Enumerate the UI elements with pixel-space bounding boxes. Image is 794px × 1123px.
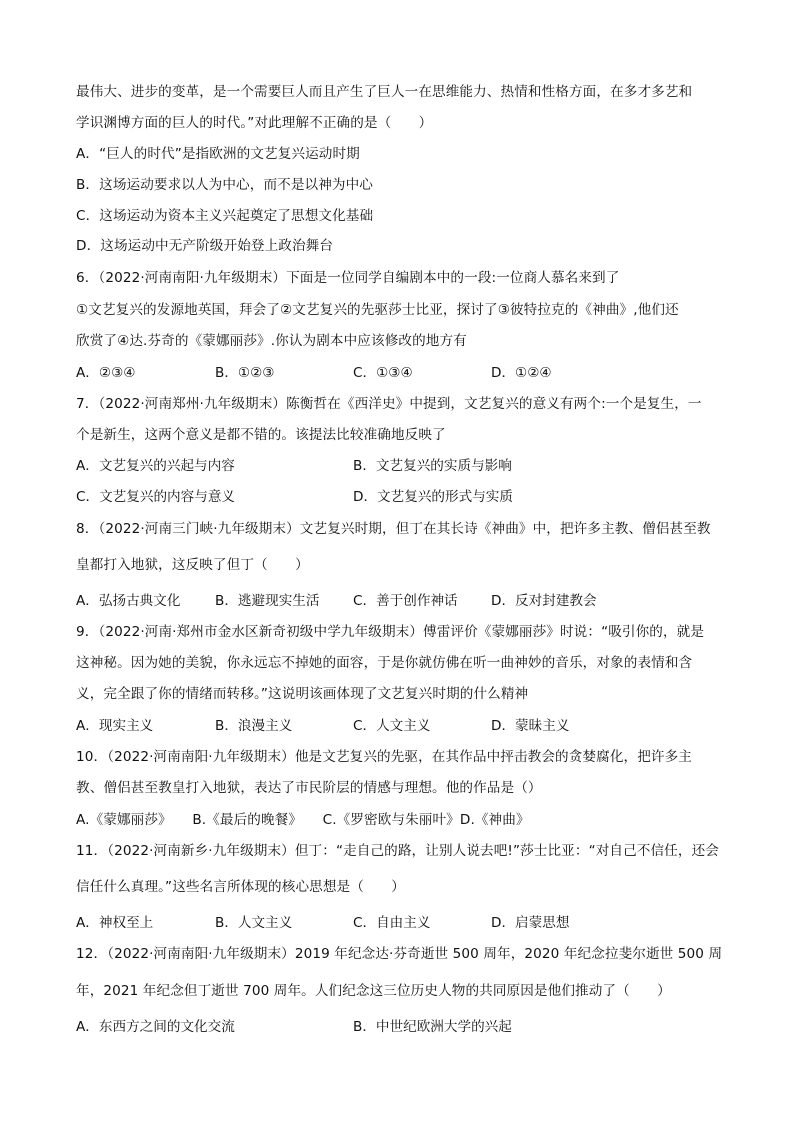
question-11-option-a[interactable]: A．神权至上 (76, 915, 154, 931)
question-7-option-b[interactable]: B．文艺复兴的实质与影响 (353, 458, 512, 474)
question-6-option-c[interactable]: C．①③④ (353, 365, 413, 381)
question-9-option-c[interactable]: C．人文主义 (353, 718, 431, 734)
question-8-stem: 皇都打入地狱，这反映了但丁（ ） (76, 557, 309, 573)
question-5-option-c[interactable]: C．这场运动为资本主义兴起奠定了思想文化基础 (76, 208, 374, 224)
question-11-stem: 信任什么真理。”这些名言所体现的核心思想是（ ） (76, 879, 405, 895)
question-5-option-b[interactable]: B．这场运动要求以人为中心，而不是以神为中心 (76, 177, 373, 193)
question-6-stem: 欣赏了④达.芬奇的《蒙娜丽莎》.你认为剧本中应该修改的地方有 (76, 333, 467, 349)
question-5-option-d[interactable]: D．这场运动中无产阶级开始登上政治舞台 (76, 238, 334, 254)
question-7-stem: 7．（2022·河南郑州·九年级期末）陈衡哲在《西洋史》中提到，文艺复兴的意义有两个:一个是复生，一 (76, 396, 702, 412)
question-11-option-c[interactable]: C．自由主义 (353, 915, 431, 931)
question-10-stem: 教、僧侣甚至教皇打入地狱，表达了市民阶层的情感与理想。他的作品是（） (76, 780, 542, 796)
question-6-stem: 6．（2022·河南南阳·九年级期末）下面是一位同学自编剧本中的一段:一位商人慕名来到了 (76, 270, 620, 286)
question-5-option-a[interactable]: A．“巨人的时代”是指欧洲的文艺复兴运动时期 (76, 146, 360, 162)
question-11-option-d[interactable]: D．启蒙思想 (491, 915, 570, 931)
question-6-option-a[interactable]: A．②③④ (76, 365, 136, 381)
question-9-stem: 这神秘。因为她的美貌，你永远忘不掉她的面容，于是你就仿佛在听一曲神妙的音乐，对象的表情和含 (76, 655, 693, 671)
question-7-option-a[interactable]: A．文艺复兴的兴起与内容 (76, 458, 235, 474)
question-8-option-c[interactable]: C．善于创作神话 (353, 593, 458, 609)
question-12-option-b[interactable]: B．中世纪欧洲大学的兴起 (353, 1019, 512, 1035)
question-9-option-a[interactable]: A．现实主义 (76, 718, 154, 734)
question-6-stem: ①文艺复兴的发源地英国，拜会了②文艺复兴的先驱莎士比亚，探讨了③彼特拉克的《神曲》,他们还 (76, 302, 679, 318)
question-9-option-d[interactable]: D．蒙昧主义 (491, 718, 570, 734)
question-6-option-d[interactable]: D．①②④ (491, 365, 552, 381)
question-10-options[interactable]: A.《蒙娜丽莎》 B.《最后的晚餐》 C.《罗密欧与朱丽叶》D.《神曲》 (76, 812, 530, 828)
question-9-stem: 9．（2022·河南·郑州市金水区新奇初级中学九年级期末）傅雷评价《蒙娜丽莎》时说：“吸引你的，就是 (76, 624, 705, 640)
question-7-option-d[interactable]: D．文艺复兴的形式与实质 (353, 489, 513, 505)
question-5-text-line: 学识渊博方面的巨人的时代。”对此理解不正确的是（ ） (76, 115, 433, 131)
question-5-text-line: 最伟大、进步的变革，是一个需要巨人而且产生了巨人一在思维能力、热情和性格方面，在多才多艺和 (76, 84, 693, 100)
question-8-option-a[interactable]: A．弘扬古典文化 (76, 593, 181, 609)
question-7-stem: 个是新生，这两个意义是都不错的。该提法比较准确地反映了 (76, 427, 446, 443)
question-12-stem: 12．（2022·河南南阳·九年级期末）2019 年纪念达·芬奇逝世 500 周年，2020 年纪念拉斐尔逝世 500 周 (76, 946, 723, 962)
question-12-stem: 年，2021 年纪念但丁逝世 700 周年。人们纪念这三位历史人物的共同原因是他们推动了（ ） (76, 983, 671, 999)
question-7-option-c[interactable]: C．文艺复兴的内容与意义 (76, 489, 236, 505)
question-10-stem: 10．（2022·河南南阳·九年级期末）他是文艺复兴的先驱，在其作品中抨击教会的贪婪腐化，把许多主 (76, 749, 692, 765)
question-11-option-b[interactable]: B．人文主义 (215, 915, 293, 931)
question-11-stem: 11．（2022·河南新乡·九年级期末）但丁：“走自己的路，让别人说去吧!”莎士比亚：“对自己不信任，还会 (76, 843, 719, 859)
question-9-option-b[interactable]: B．浪漫主义 (215, 718, 293, 734)
question-12-option-a[interactable]: A．东西方之间的文化交流 (76, 1019, 235, 1035)
question-9-stem: 义，完全跟了你的情绪而转移。”这说明该画体现了文艺复兴时期的什么精神 (76, 686, 529, 702)
question-8-stem: 8．（2022·河南三门峡·九年级期末）文艺复兴时期，但丁在其长诗《神曲》中，把许多主教、僧侣甚至教 (76, 521, 711, 537)
question-8-option-b[interactable]: B．逃避现实生活 (215, 593, 320, 609)
question-8-option-d[interactable]: D．反对封建教会 (491, 593, 597, 609)
question-6-option-b[interactable]: B．①②③ (215, 365, 275, 381)
